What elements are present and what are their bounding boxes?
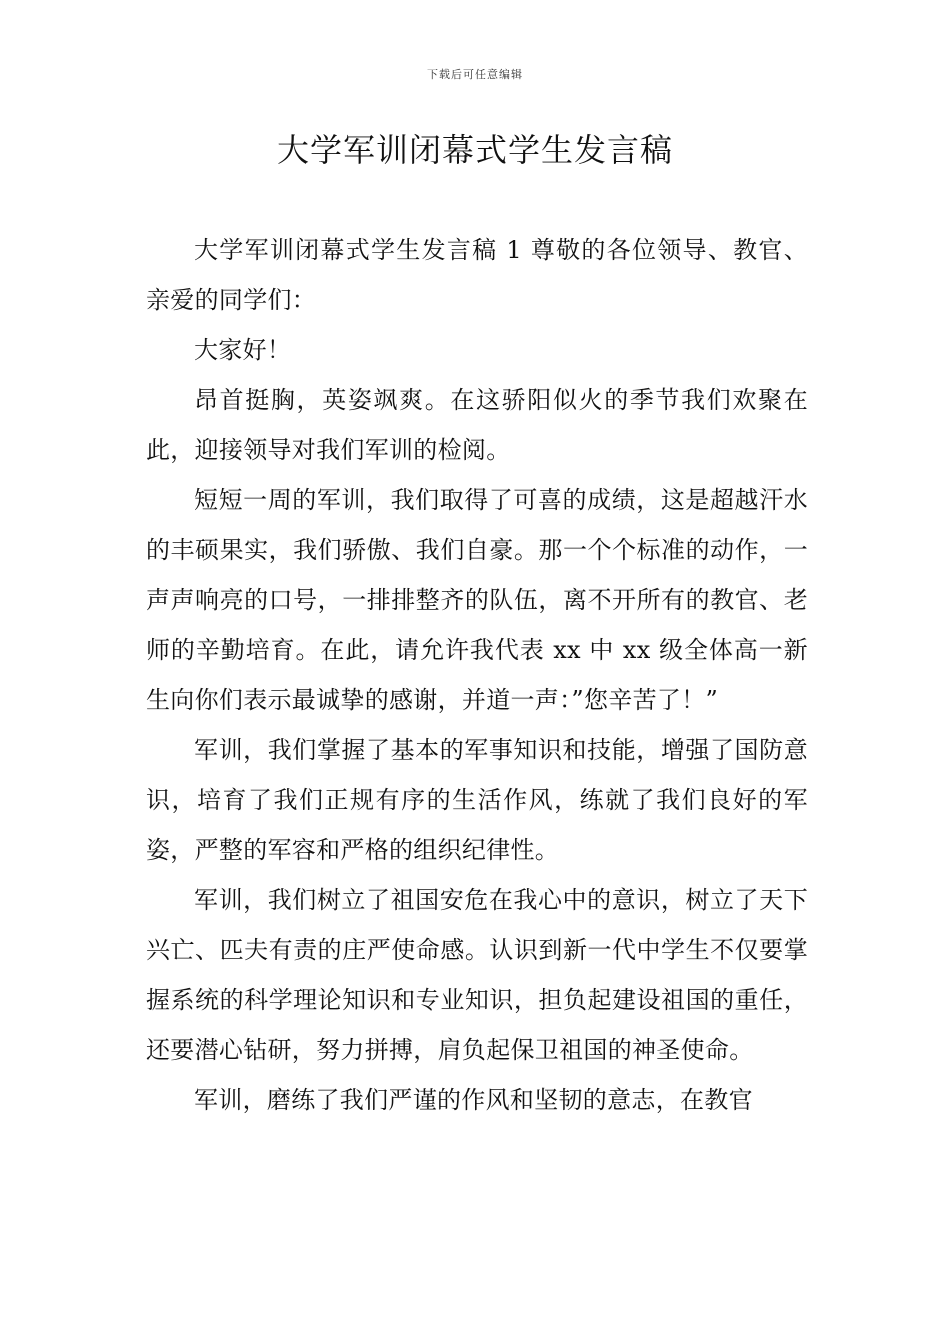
paragraph-3: 昂首挺胸，英姿飒爽。在这骄阳似火的季节我们欢聚在此，迎接领导对我们军训的检阅。 xyxy=(146,386,808,464)
paragraph-5: 军训，我们掌握了基本的军事知识和技能，增强了国防意识，培育了我们正规有序的生活作风，练就了我们良好的军姿，严整的军容和严格的组织纪律性。 xyxy=(146,736,808,864)
paragraph-2: 大家好！ xyxy=(194,336,292,364)
paragraph-1: 大学军训闭幕式学生发言稿 1 尊敬的各位领导、教官、亲爱的同学们： xyxy=(146,236,808,314)
header-note: 下载后可任意编辑 xyxy=(427,68,523,81)
paragraph-4: 短短一周的军训，我们取得了可喜的成绩，这是超越汗水的丰硕果实，我们骄傲、我们自豪。那一个个标准的动作，一声声响亮的口号，一排排整齐的队伍，离不开所有的教官、老师的辛勤培育。在此，请允许我代表 xx 中 xx 级全体高一新生向你们表示最诚挚的感谢，并道一声：”您辛苦了！” xyxy=(146,486,808,714)
paragraph-7: 军训，磨练了我们严谨的作风和坚韧的意志，在教官 xyxy=(194,1086,753,1114)
paragraph-6: 军训，我们树立了祖国安危在我心中的意识，树立了天下兴亡、匹夫有责的庄严使命感。认识到新一代中学生不仅要掌握系统的科学理论知识和专业知识，担负起建设祖国的重任，还要潜心钻研，努力拼搏，肩负起保卫祖国的神圣使命。 xyxy=(146,886,808,1064)
document-title: 大学军训闭幕式学生发言稿 xyxy=(276,131,673,169)
document-body xyxy=(146,225,808,1125)
